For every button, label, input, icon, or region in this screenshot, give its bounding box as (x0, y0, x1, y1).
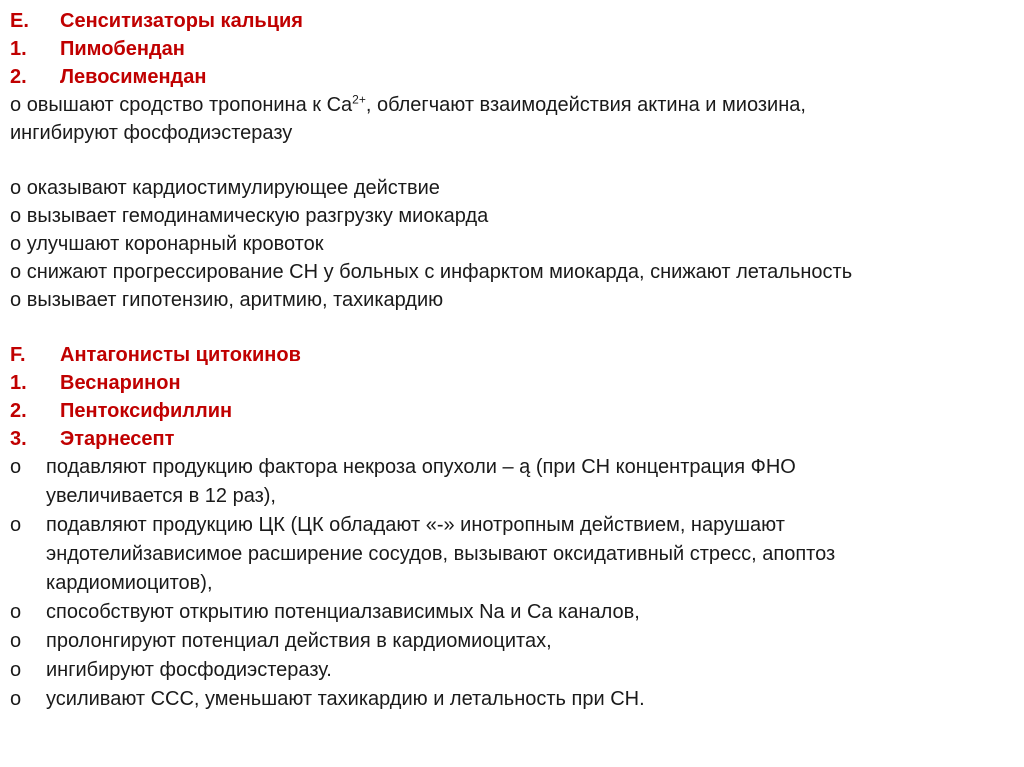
bullet: o (10, 630, 22, 652)
effect-text: вызывает гипотензию, аритмию, тахикардию (26, 289, 444, 311)
section-f-drug-1 (10, 369, 1024, 397)
ca-superscript: 2+ (352, 92, 366, 107)
effect-text: подавляют продукцию фактора некроза опухоли – ą (при СН концентрация ФНО увеличивается в 12 раз), (46, 456, 796, 507)
drug-marker: 3. (10, 428, 27, 450)
bullet: o (10, 233, 22, 255)
effect-text: способствуют открытию потенциалзависимых Na и Ca каналов, (46, 601, 640, 623)
bullet: o (10, 601, 22, 623)
effect-text-after-ca: , облегчают взаимодействия актина и миозина, (365, 94, 806, 116)
drug-name: Веснаринон (60, 372, 181, 394)
drug-name: Пентоксифиллин (60, 400, 233, 422)
bullet: o (10, 261, 22, 283)
section-f-drug-2 (10, 397, 1024, 425)
section-e-marker: E. (10, 10, 29, 32)
drug-name: Левосимендан (60, 66, 207, 88)
effect-text: усиливают ССС, уменьшают тахикардию и летальность при СН. (46, 688, 645, 710)
bullet: o (10, 205, 22, 227)
section-e-effect-5 (10, 286, 1024, 314)
section-e-heading (10, 7, 1024, 35)
drug-marker: 2. (10, 66, 27, 88)
section-e-effect-3 (10, 230, 1024, 258)
section-e-effect-2 (10, 202, 1024, 230)
effect-text: пролонгируют потенциал действия в кардиомиоцитах, (46, 630, 552, 652)
effect-text: улучшают коронарный кровоток (26, 233, 324, 255)
bullet: o (10, 94, 22, 116)
bullet: o (10, 177, 22, 199)
bullet: o (10, 514, 22, 536)
section-e-effect-first-line2: ингибируют фосфодиэстеразу (10, 122, 293, 144)
section-f-effect-3 (10, 598, 1024, 627)
section-e-effect-first (10, 91, 1024, 119)
bullet: o (10, 688, 22, 710)
spacer (10, 147, 1024, 174)
bullet: o (10, 659, 22, 681)
section-e-drug-2 (10, 63, 1024, 91)
section-f-effect-4 (10, 627, 1024, 656)
spacer (10, 314, 1024, 341)
section-f-marker: F. (10, 344, 26, 366)
effect-text: ингибируют фосфодиэстеразу. (46, 659, 332, 681)
section-f-effect-1 (10, 453, 1024, 511)
section-f-effect-2 (10, 511, 1024, 598)
effect-text: вызывает гемодинамическую разгрузку миокарда (26, 205, 489, 227)
drug-marker: 1. (10, 38, 27, 60)
section-f-title: Антагонисты цитокинов (60, 344, 301, 366)
drug-marker: 2. (10, 400, 27, 422)
section-e-effect-4 (10, 258, 1024, 286)
drug-name: Этарнесепт (60, 428, 175, 450)
effect-text: подавляют продукцию ЦК (ЦК обладают «-» инотропным действием, нарушают эндотелийзависимое расширение сосудов, вызывают оксидативный стресс, апоптоз кардиомиоцитов), (46, 514, 836, 594)
effect-text: оказывают кардиостимулирующее действие (26, 177, 440, 199)
section-e-drug-1 (10, 35, 1024, 63)
drug-marker: 1. (10, 372, 27, 394)
section-e-effect-1 (10, 174, 1024, 202)
bullet: o (10, 289, 22, 311)
section-f-heading (10, 341, 1024, 369)
section-e-title: Сенситизаторы кальция (60, 10, 303, 32)
effect-text-before-ca: овышают сродство тропонина к Ca (26, 94, 353, 116)
bullet: o (10, 456, 22, 478)
section-f-effect-6 (10, 685, 1024, 714)
effect-text: снижают прогрессирование СН у больных с инфарктом миокарда, снижают летальность (26, 261, 853, 283)
section-f-effect-5 (10, 656, 1024, 685)
drug-name: Пимобендан (60, 38, 185, 60)
section-f-drug-3 (10, 425, 1024, 453)
